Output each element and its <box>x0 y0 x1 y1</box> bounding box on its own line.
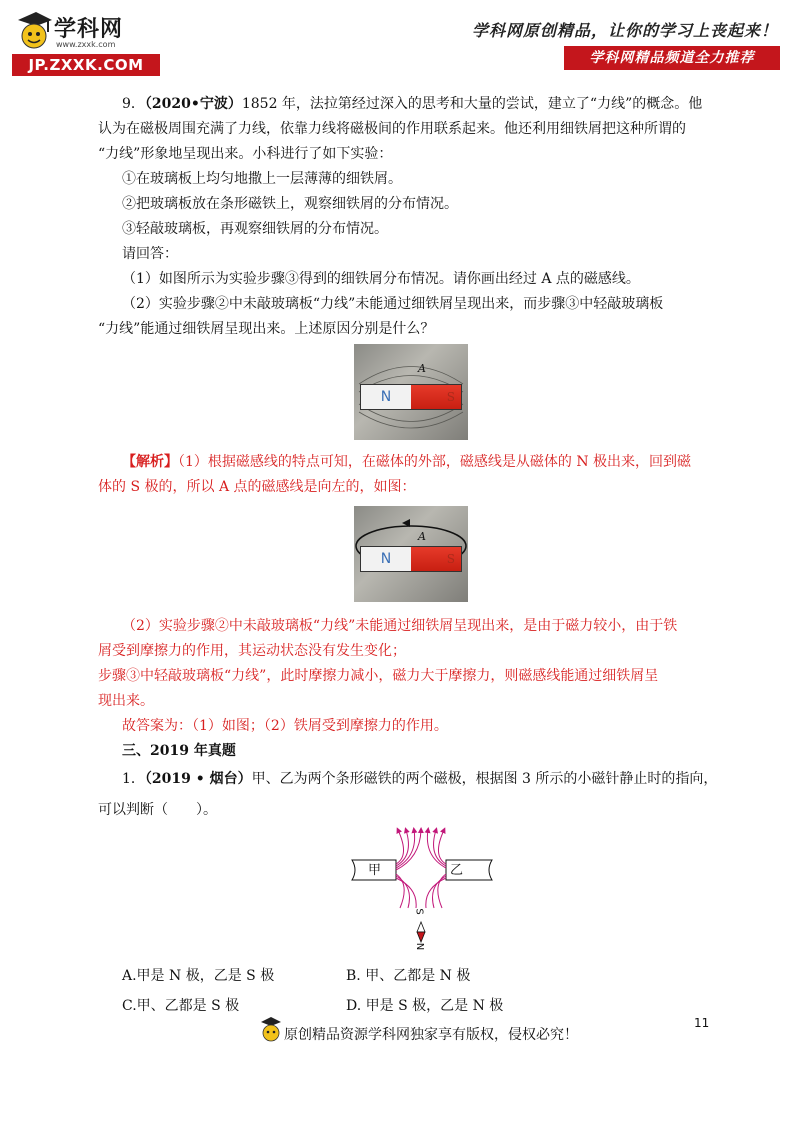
q9-line-1 <box>122 94 702 114</box>
analysis-line-2: 体的 S 极的，所以 A 点的磁感线是向左的，如图： <box>98 479 416 495</box>
choice-c[interactable]: C.甲、乙都是 S 极 <box>122 998 240 1014</box>
choice-a[interactable]: A.甲是 N 极，乙是 S 极 <box>122 968 275 984</box>
header-banner: 学科网精品频道全力推荐 <box>564 46 780 70</box>
analysis-line-5: 步骤③中轻敲玻璃板“力线”，此时摩擦力减小，磁力大于摩擦力，则磁感线能通过细铁屑呈 <box>98 668 659 684</box>
answer-figure <box>354 506 468 602</box>
q9-prompt: 请回答： <box>122 246 178 262</box>
q9-step-1: ①在玻璃板上均匀地撒上一层薄薄的细铁屑。 <box>122 171 402 187</box>
q1-number: 1． <box>122 771 145 787</box>
page-number: 11 <box>694 1016 710 1030</box>
q1-line-1 <box>122 769 717 789</box>
analysis-line-6: 现出来。 <box>98 693 154 709</box>
point-a-label: A <box>418 362 426 375</box>
q9-tag: （2020•宁波） <box>144 96 242 112</box>
answer-magnet-n-pole: N <box>361 547 411 571</box>
logo-domain: JP.ZXXK.COM <box>12 54 160 76</box>
q1-text-1: 甲、乙为两个条形磁铁的两个磁极，根据图 3 所示的小磁针静止时的指向， <box>251 771 718 787</box>
mascot-icon <box>14 10 54 54</box>
site-logo[interactable] <box>12 10 162 72</box>
pole-jia-label: 甲 <box>368 863 382 878</box>
q9-step-3: ③轻敲玻璃板，再观察细铁屑的分布情况。 <box>122 221 388 237</box>
q1-line-2: 可以判断（ ）。 <box>98 802 217 818</box>
q9-text-1: 1852 年，法拉第经过深入的思考和大量的尝试，建立了“力线”的概念。他 <box>241 96 703 112</box>
bar-magnet <box>360 384 462 410</box>
header-slogan: 学科网原创精品，让你的学习上丧起来！ <box>471 21 778 40</box>
analysis-tag: 【解析】 <box>122 454 178 470</box>
q9-number: 9． <box>122 96 145 112</box>
magnet-n-pole: N <box>361 385 411 409</box>
q1-tag: （2019 • 烟台） <box>144 771 252 787</box>
footer-copyright: 原创精品资源学科网独家享有版权，侵权必究！ <box>284 1027 578 1043</box>
q9-subq-2: （2）实验步骤②中未敲玻璃板“力线”未能通过细铁屑呈现出来，而步骤③中轻敲玻璃板 <box>122 296 664 312</box>
answer-bar-magnet <box>360 546 462 572</box>
answer-magnet-s-pole: S <box>411 547 461 571</box>
analysis-line-3: （2）实验步骤②中未敲玻璃板“力线”未能通过细铁屑呈现出来，是由于磁力较小，由于铁 <box>122 618 678 634</box>
logo-text: 学科网 <box>54 17 124 42</box>
q9-subq-1: （1）如图所示为实验步骤③得到的细铁屑分布情况。请你画出经过 A 点的磁感线。 <box>122 271 640 287</box>
logo-small-url: www.zxxk.com <box>56 40 116 49</box>
magnet-s-pole: S <box>411 385 461 409</box>
pole-yi-label: 乙 <box>450 863 464 878</box>
footer-mascot-icon <box>260 1016 282 1044</box>
magnet-poles-figure <box>350 826 496 950</box>
iron-filings-figure <box>354 344 468 440</box>
q9-step-2: ②把玻璃板放在条形磁铁上，观察细铁屑的分布情况。 <box>122 196 458 212</box>
analysis-line-1 <box>122 452 691 472</box>
needle-s-label: S <box>413 908 425 915</box>
analysis-line-4: 屑受到摩擦力的作用，其运动状态没有发生变化； <box>98 643 406 659</box>
choice-d[interactable]: D. 甲是 S 极，乙是 N 极 <box>346 998 504 1014</box>
analysis-answer: 故答案为：（1）如图；（2）铁屑受到摩擦力的作用。 <box>122 718 448 734</box>
needle-n-label: N <box>414 942 426 951</box>
analysis-text-1: （1）根据磁感线的特点可知，在磁体的外部，磁感线是从磁体的 N 极出来，回到磁 <box>178 454 692 470</box>
section-title: 三、2019 年真题 <box>122 743 236 759</box>
choice-b[interactable]: B. 甲、乙都是 N 极 <box>346 968 471 984</box>
q9-line-3: “力线”形象地呈现出来。小科进行了如下实验： <box>98 146 393 162</box>
q9-subq-2-cont: “力线”能通过细铁屑呈现出来。上述原因分别是什么？ <box>98 321 435 337</box>
answer-point-a-label: A <box>418 530 426 543</box>
q9-line-2: 认为在磁极周围充满了力线，依靠力线将磁极间的作用联系起来。他还利用细铁屑把这种所谓的 <box>98 121 686 137</box>
